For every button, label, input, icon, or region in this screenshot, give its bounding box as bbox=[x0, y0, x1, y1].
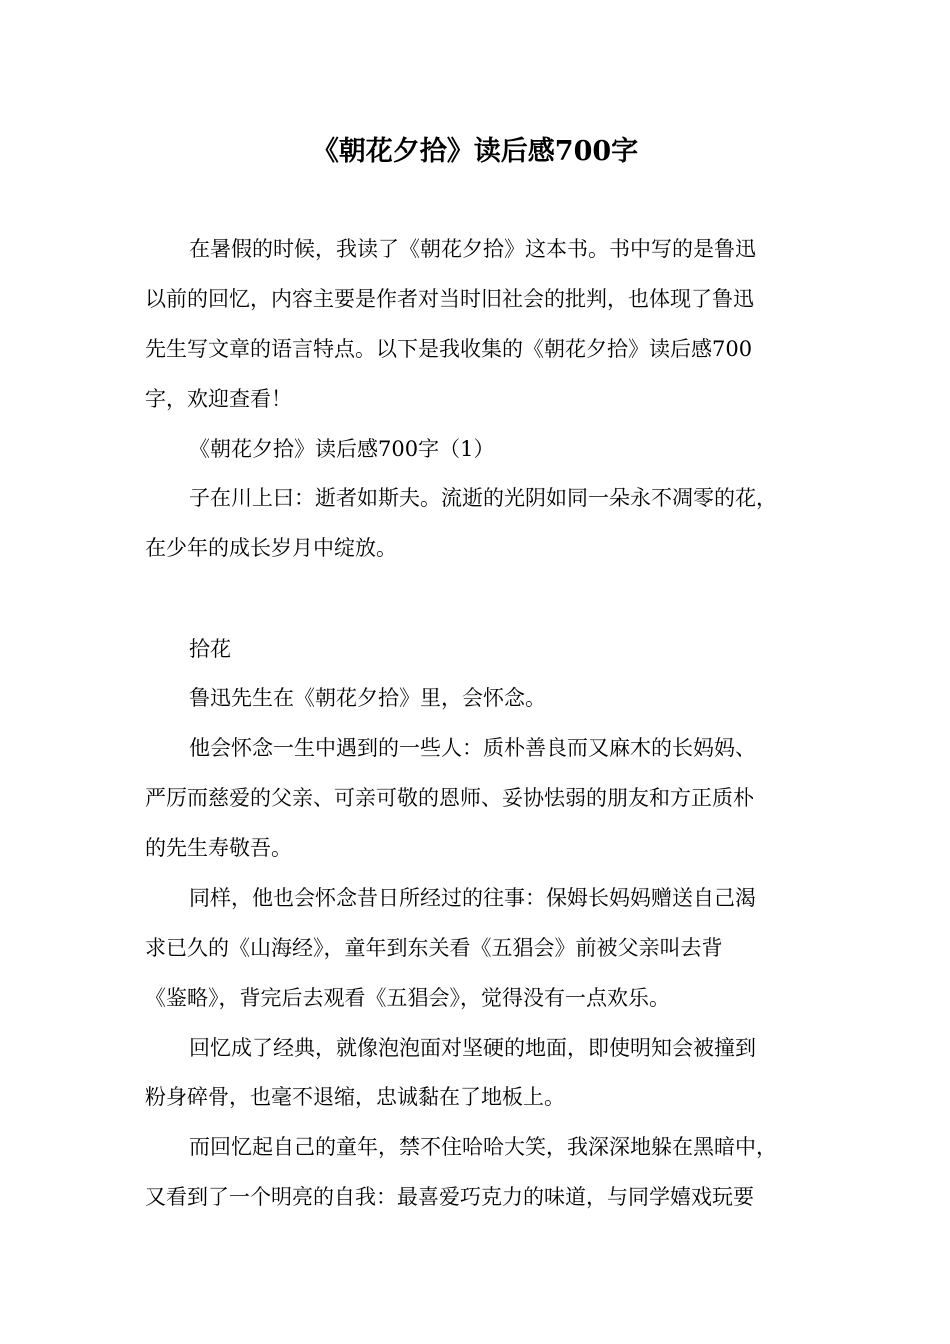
paragraph-line: 他会怀念一生中遇到的一些人：质朴善良而又麻木的长妈妈、 bbox=[189, 736, 756, 760]
paragraph-line: 而回忆起自己的童年，禁不住哈哈大笑，我深深地躲在黑暗中， bbox=[189, 1135, 777, 1159]
paragraph-line: 在暑假的时候，我读了《朝花夕拾》这本书。书中写的是鲁迅 bbox=[189, 237, 756, 261]
subsection-heading: 拾花 bbox=[189, 637, 231, 661]
paragraph-line: 又看到了一个明亮的自我：最喜爱巧克力的味道，与同学嬉戏玩要 bbox=[145, 1185, 754, 1209]
paragraph-line: 子在川上曰：逝者如斯夫。流逝的光阴如同一朵永不凋零的花， bbox=[189, 486, 777, 510]
section-heading: 《朝花夕拾》读后感700字（1） bbox=[189, 437, 495, 461]
paragraph-line: 粉身碎骨，也毫不退缩，忠诚黏在了地板上。 bbox=[145, 1085, 565, 1109]
paragraph-line: 以前的回忆，内容主要是作者对当时旧社会的批判，也体现了鲁迅 bbox=[145, 287, 754, 311]
paragraph-line: 求已久的《山海经》，童年到东关看《五猖会》前被父亲叫去背 bbox=[145, 936, 723, 960]
paragraph-line: 回忆成了经典，就像泡泡面对坚硬的地面，即使明知会被撞到 bbox=[189, 1036, 756, 1060]
paragraph-line: 在少年的成长岁月中绽放。 bbox=[145, 536, 397, 560]
paragraph-line: 同样，他也会怀念昔日所经过的往事：保姆长妈妈赠送自己渴 bbox=[189, 886, 756, 910]
paragraph-line: 鲁迅先生在《朝花夕拾》里，会怀念。 bbox=[189, 686, 546, 710]
paragraph-line: 先生写文章的语言特点。以下是我收集的《朝花夕拾》读后感700 bbox=[145, 337, 753, 361]
paragraph-line: 字，欢迎查看！ bbox=[145, 387, 292, 411]
paragraph-line: 《鉴略》，背完后去观看《五猖会》，觉得没有一点欢乐。 bbox=[145, 986, 670, 1010]
document-title: 《朝花夕拾》读后感700字 bbox=[311, 136, 639, 167]
paragraph-line: 的先生寿敬吾。 bbox=[145, 836, 292, 860]
paragraph-line: 严厉而慈爱的父亲、可亲可敬的恩师、妥协怯弱的朋友和方正质朴 bbox=[145, 786, 754, 810]
